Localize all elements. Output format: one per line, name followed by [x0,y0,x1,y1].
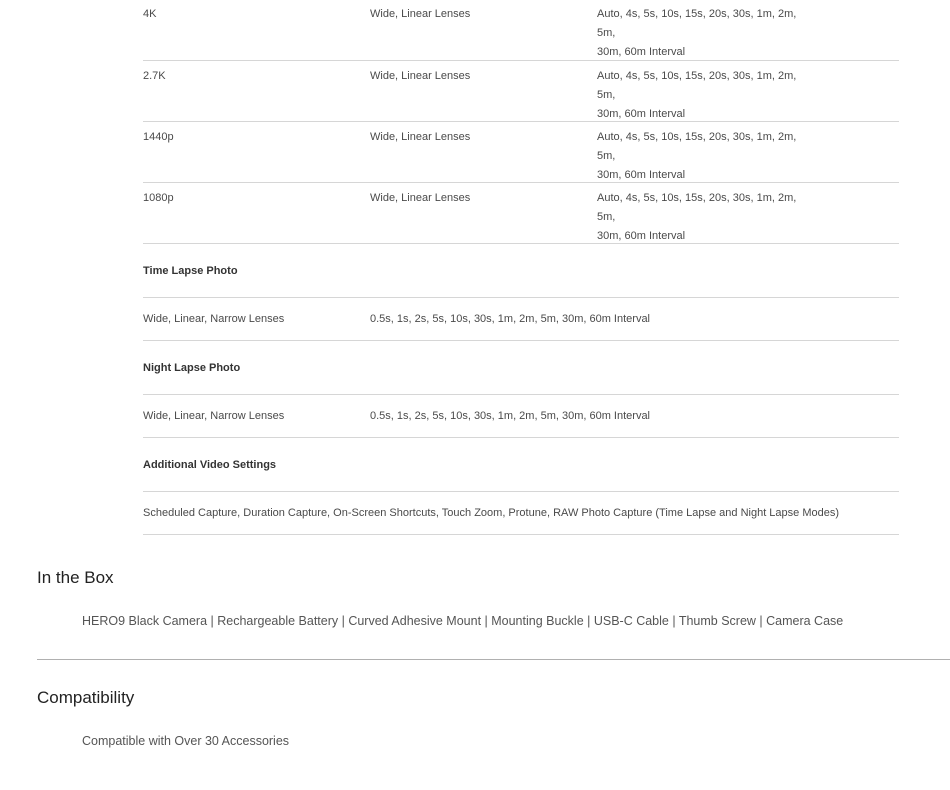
in-the-box-title: In the Box [37,568,114,587]
lenses-cell: Wide, Linear Lenses [370,131,471,143]
intervals-line: 30m, 60m Interval [597,108,686,120]
intervals-cell: 0.5s, 1s, 2s, 5s, 10s, 30s, 1m, 2m, 5m, 30m, 60m Interval [370,410,651,422]
intervals-line: Auto, 4s, 5s, 10s, 15s, 20s, 30s, 1m, 2m, 5m, [597,131,797,162]
intervals-line: Auto, 4s, 5s, 10s, 15s, 20s, 30s, 1m, 2m, 5m, [597,70,797,101]
intervals-cell [597,183,817,243]
table-row [143,122,899,183]
intervals-line: 30m, 60m Interval [597,46,686,58]
compatibility-text: Compatible with Over 30 Accessories [82,734,290,748]
table-row [143,298,899,341]
in-the-box-text: HERO9 Black Camera | Rechargeable Battery | Curved Adhesive Mount | Mounting Buckle | USB-C Cable | Thumb Screw | Camera Case [82,614,844,628]
intervals-line: 30m, 60m Interval [597,169,686,181]
intervals-cell [597,61,817,121]
section-divider [37,659,950,660]
lenses-cell: Wide, Linear Lenses [370,70,471,82]
table-row [143,183,899,244]
table-row [143,0,899,61]
time-lapse-photo-heading: Time Lapse Photo [143,244,899,298]
resolution-cell: 4K [143,8,157,20]
intervals-cell [597,122,817,182]
additional-video-settings-heading: Additional Video Settings [143,438,899,492]
intervals-cell [597,0,817,60]
lenses-cell: Wide, Linear Lenses [370,192,471,204]
lenses-cell: Wide, Linear, Narrow Lenses [143,410,285,422]
intervals-line: Auto, 4s, 5s, 10s, 15s, 20s, 30s, 1m, 2m, 5m, [597,8,797,39]
table-row [143,395,899,438]
table-row [143,492,899,535]
night-lapse-photo-heading: Night Lapse Photo [143,341,899,395]
resolution-cell: 1080p [143,192,174,204]
specs-table [143,0,899,535]
lenses-cell: Wide, Linear Lenses [370,8,471,20]
lenses-cell: Wide, Linear, Narrow Lenses [143,313,285,325]
resolution-cell: 2.7K [143,70,166,82]
intervals-line: 30m, 60m Interval [597,230,686,242]
compatibility-title: Compatibility [37,688,135,707]
intervals-cell: 0.5s, 1s, 2s, 5s, 10s, 30s, 1m, 2m, 5m, 30m, 60m Interval [370,313,651,325]
resolution-cell: 1440p [143,131,174,143]
settings-cell: Scheduled Capture, Duration Capture, On-Screen Shortcuts, Touch Zoom, Protune, RAW Photo Capture (Time Lapse and Night Lapse Modes) [143,507,840,519]
table-row [143,61,899,122]
intervals-line: Auto, 4s, 5s, 10s, 15s, 20s, 30s, 1m, 2m, 5m, [597,192,797,223]
